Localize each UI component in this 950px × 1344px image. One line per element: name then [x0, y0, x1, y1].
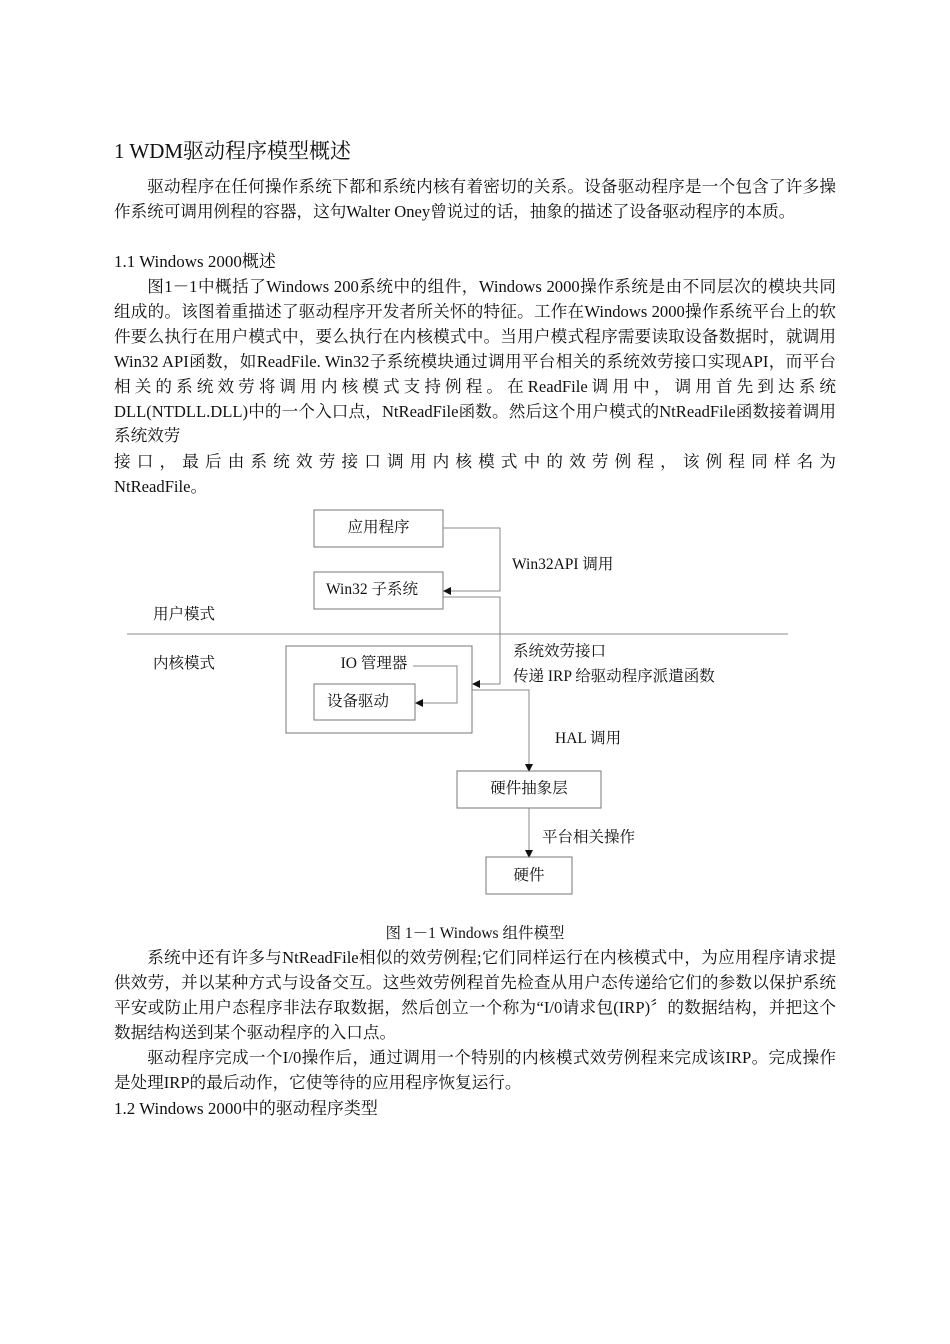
device-driver-label: 设备驱动: [327, 693, 390, 710]
after-figure-paragraph-1: 系统中还有许多与NtReadFile相似的效劳例程;它们同样运行在内核模式中，为应用程序请求提供效劳，并以某种方式与设备交互。这些效劳例程首先检查从用户态传递给它们的参数以保护系统平安或防止用户态程序非法存取数据，然后创立一个称为“I/0请求包(IRP)〞的数据结构，并把这个数据结构送到某个驱动程序的入口点。: [114, 948, 836, 1042]
win32api-label: Win32API 调用: [512, 556, 614, 573]
syscall-label-2: 传递 IRP 给驱动程序派遣函数: [513, 668, 715, 685]
platform-op-label: 平台相关操作: [542, 829, 636, 846]
section-title: 1 WDM驱动程序模型概述: [114, 139, 352, 163]
figure-caption: 图 1－1 Windows 组件模型: [385, 925, 565, 942]
user-mode-label: 用户模式: [153, 606, 216, 623]
main-paragraph-justified-line: 接口，最后由系统效劳接口调用内核模式中的效劳例程，该例程同样名为: [114, 451, 836, 471]
after-figure-paragraph-2: 驱动程序完成一个I/0操作后，通过调用一个特别的内核模式效劳例程来完成该IRP。完成操作是处理IRP的最后动作，它使等待的应用程序恢复运行。: [114, 1048, 836, 1092]
hal-call-connector: [472, 690, 529, 771]
io-manager-label: IO 管理器: [340, 655, 408, 672]
subsection-1-2-title: 1.2 Windows 2000中的驱动程序类型: [114, 1099, 378, 1118]
syscall-label-1: 系统效劳接口: [513, 643, 607, 660]
hal-box-label: 硬件抽象层: [490, 780, 568, 797]
main-paragraph-last-line: NtReadFile。: [114, 476, 208, 496]
io-to-driver-connector: [413, 666, 457, 703]
windows-component-diagram: [0, 500, 950, 920]
win32-box-label: Win32 子系统: [326, 581, 418, 598]
hardware-box-label: 硬件: [513, 867, 545, 884]
app-box-label: 应用程序: [347, 519, 410, 536]
intro-paragraph: 驱动程序在任何操作系统下都和系统内核有着密切的关系。设备驱动程序是一个包含了许多操作系统可调用例程的容器，这句Walter Oney曾说过的话，抽象的描述了设备驱动程序的本质。: [114, 177, 836, 221]
kernel-mode-label: 内核模式: [153, 655, 216, 672]
win32api-connector: [443, 528, 500, 591]
main-paragraph: 图1－1中概括了Windows 200系统中的组件，Windows 2000操作系统是由不同层次的模块共同组成的。该图着重描述了驱动程序开发者所关怀的特征。工作在Windows 2000操作系统平台上的软件要么执行在用户模式中，要么执行在内核模式中。当用户模式程序需要读取设备数据时，就调用Win32 API函数，如ReadFile. Win32子系统模块通过调用平台相关的系统效劳接口实现API，而平台相关的系统效劳将调用内核模式支持例程。在ReadFile调用中，调用首先到达系统DLL(NTDLL.DLL)中的一个入口点，NtReadFile函数。然后这个用户模式的NtReadFile函数接着调用系统效劳: [114, 277, 836, 446]
hal-call-label: HAL 调用: [555, 730, 622, 747]
subsection-1-1-title: 1.1 Windows 2000概述: [114, 252, 276, 271]
